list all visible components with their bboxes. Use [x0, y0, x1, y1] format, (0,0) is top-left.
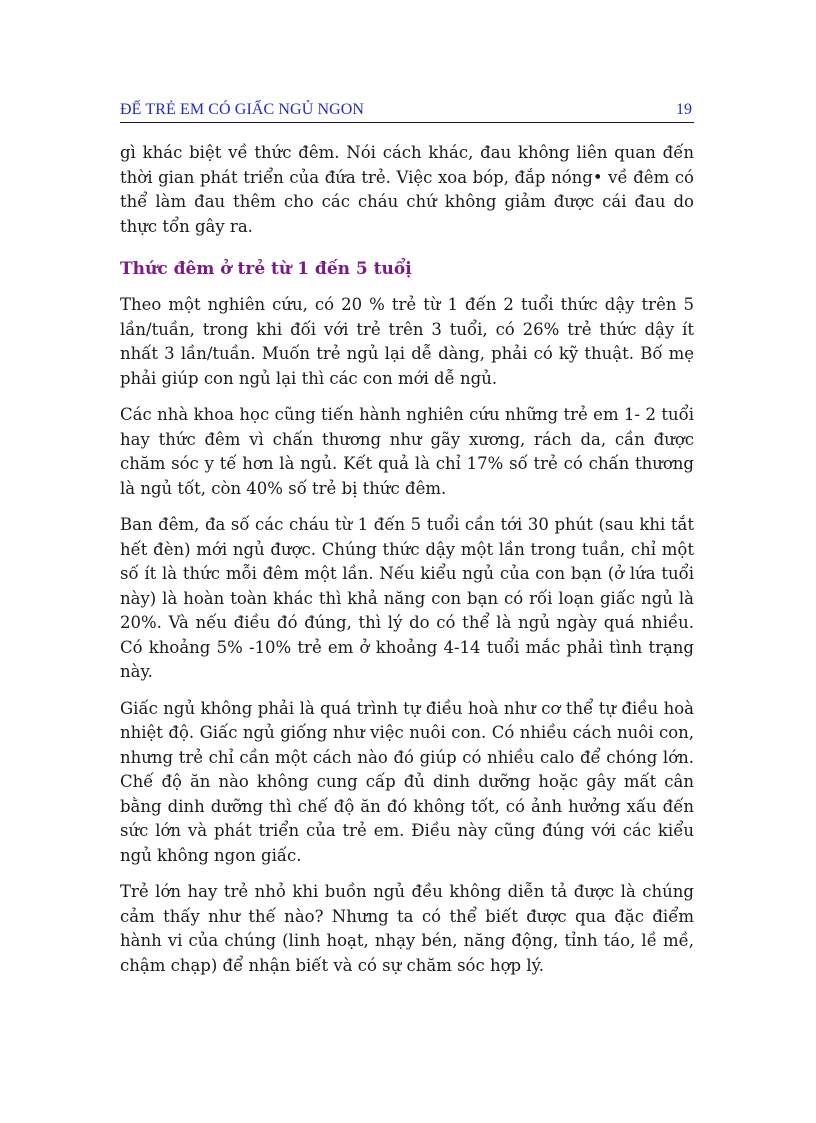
page-body — [120, 141, 694, 990]
paragraph: Theo một nghiên cứu, có 20 % trẻ từ 1 đến 2 tuổi thức dậy trên 5 lần/tuần, trong khi đối với trẻ trên 3 tuổi, có 26% trẻ thức dậy ít nhất 3 lần/tuần. Muốn trẻ ngủ lại dễ dàng, phải có kỹ thuật. Bố mẹ phải giúp con ngủ lại thì các con mới dễ ngủ. — [120, 295, 694, 388]
page-number: 19 — [676, 101, 692, 118]
header-title: ĐỂ TRẺ EM CÓ GIẤC NGỦ NGON — [120, 101, 365, 118]
paragraph: Trẻ lớn hay trẻ nhỏ khi buồn ngủ đều không diễn tả được là chúng cảm thấy như thế nào? Nhưng ta có thể biết được qua đặc điểm hành vi của chúng (linh hoạt, nhạy bén, năng động, tỉnh táo, lề mề, chậm chạp) để nhận biết và có sự chăm sóc hợp lý. — [120, 882, 694, 975]
running-header — [120, 100, 694, 123]
paragraph: Giấc ngủ không phải là quá trình tự điều hoà như cơ thể tự điều hoà nhiệt độ. Giấc ngủ giống như việc nuôi con. Có nhiều cách nuôi con, nhưng trẻ chỉ cần một cách nào đó giúp có nhiều calo để chóng lớn. Chế độ ăn nào không cung cấp đủ dinh dưỡng hoặc gây mất cân bằng dinh dưỡng thì chế độ ăn đó không tốt, có ảnh hưởng xấu đến sức lớn và phát triển của trẻ em. Điều này cũng đúng với các kiểu ngủ không ngon giấc. — [120, 698, 694, 865]
paragraph-continued: gì khác biệt về thức đêm. Nói cách khác, đau không liên quan đến thời gian phát triển của đứa trẻ. Việc xoa bóp, đắp nóng• về đêm có thể làm đau thêm cho các cháu chứ không giảm được cái đau do thực tổn gây ra. — [120, 143, 694, 236]
section-heading: Thức đêm ở trẻ từ 1 đến 5 tuổị — [120, 259, 412, 279]
paragraph: Ban đêm, đa số các cháu từ 1 đến 5 tuổi cần tới 30 phút (sau khi tắt hết đèn) mới ngủ được. Chúng thức dậy một lần trong tuần, chỉ một số ít là thức mỗi đêm một lần. Nếu kiểu ngủ của con bạn (ở lứa tuổi này) là hoàn toàn khác thì khả năng con bạn có rối loạn giấc ngủ là 20%. Và nếu điều đó đúng, thì lý do có thể là ngủ ngày quá nhiều. Có khoảng 5% -10% trẻ em ở khoảng 4-14 tuổi mắc phải tình trạng này. — [120, 515, 694, 681]
paragraph: Các nhà khoa học cũng tiến hành nghiên cứu những trẻ em 1- 2 tuổi hay thức đêm vì chấn thương như gãy xương, rách da, cần được chăm sóc y tế hơn là ngủ. Kết quả là chỉ 17% số trẻ có chấn thương là ngủ tốt, còn 40% số trẻ bị thức đêm. — [120, 405, 694, 498]
